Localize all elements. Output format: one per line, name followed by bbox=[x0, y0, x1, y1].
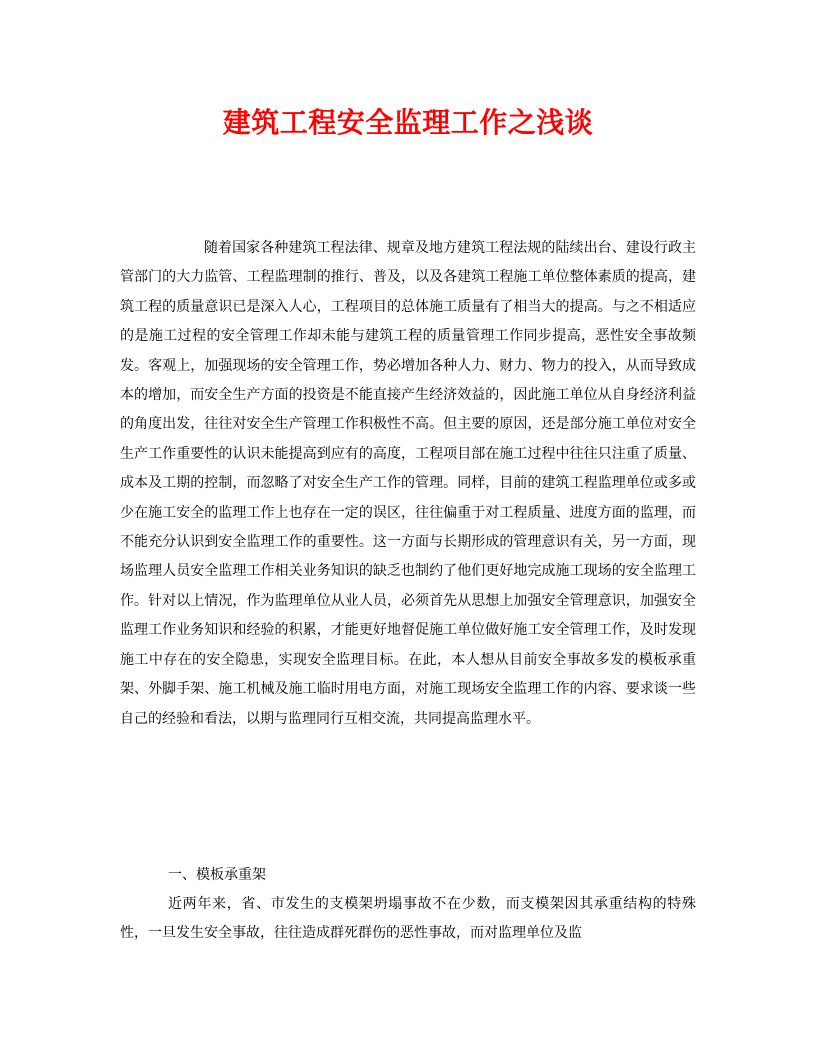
section-heading: 一、模板承重架 bbox=[168, 867, 266, 883]
intro-paragraph: 随着国家各种建筑工程法律、规章及地方建筑工程法规的陆续出台、建设行政主管部门的大力监管、工程监理制的推行、普及，以及各建筑工程施工单位整体素质的提高，建筑工程的质量意识已是深入人心，工程项目的总体施工质量有了相当大的提高。与之不相适应的是施工过程的安全管理工作却未能与建筑工程的质量管理工作同步提高，恶性安全事故频发。客观上，加强现场的安全管理工作，势必增加各种人力、财力、物力的投入，从而导致成本的增加，而安全生产方面的投资是不能直接产生经济效益的，因此施工单位从自身经济利益的角度出发，往往对安全生产管理工作积极性不高。但主要的原因，还是部分施工单位对安全生产工作重要性的认识未能提高到应有的高度，工程项目部在施工过程中往往只注重了质量、成本及工期的控制，而忽略了对安全生产工作的管理。同样，目前的建筑工程监理单位或多或少在施工安全的监理工作上也存在一定的误区，往往偏重于对工程质量、进度方面的监理，而不能充分认识到安全监理工作的重要性。这一方面与长期形成的管理意识有关，另一方面，现场监理人员安全监理工作相关业务知识的缺乏也制约了他们更好地完成施工现场的安全监理工作。针对以上情况，作为监理单位从业人员，必须首先从思想上加强安全管理意识，加强安全监理工作业务知识和经验的积累，才能更好地督促施工单位做好施工安全管理工作，及时发现施工中存在的安全隐患，实现安全监理目标。在此，本人想从目前安全事故多发的模板承重架、外脚手架、施工机械及施工临时用电方面，对施工现场安全监理工作的内容、要求谈一些自己的经验和看法，以期与监理同行互相交流，共同提高监理水平。 bbox=[120, 240, 696, 727]
section-paragraph: 近两年来，省、市发生的支模架坍塌事故不在少数，而支模架因其承重结构的特殊性，一旦发生安全事故，往往造成群死群伤的恶性事故，而对监理单位及监 bbox=[120, 896, 696, 942]
document-title: 建筑工程安全监理工作之浅谈 bbox=[222, 106, 594, 139]
